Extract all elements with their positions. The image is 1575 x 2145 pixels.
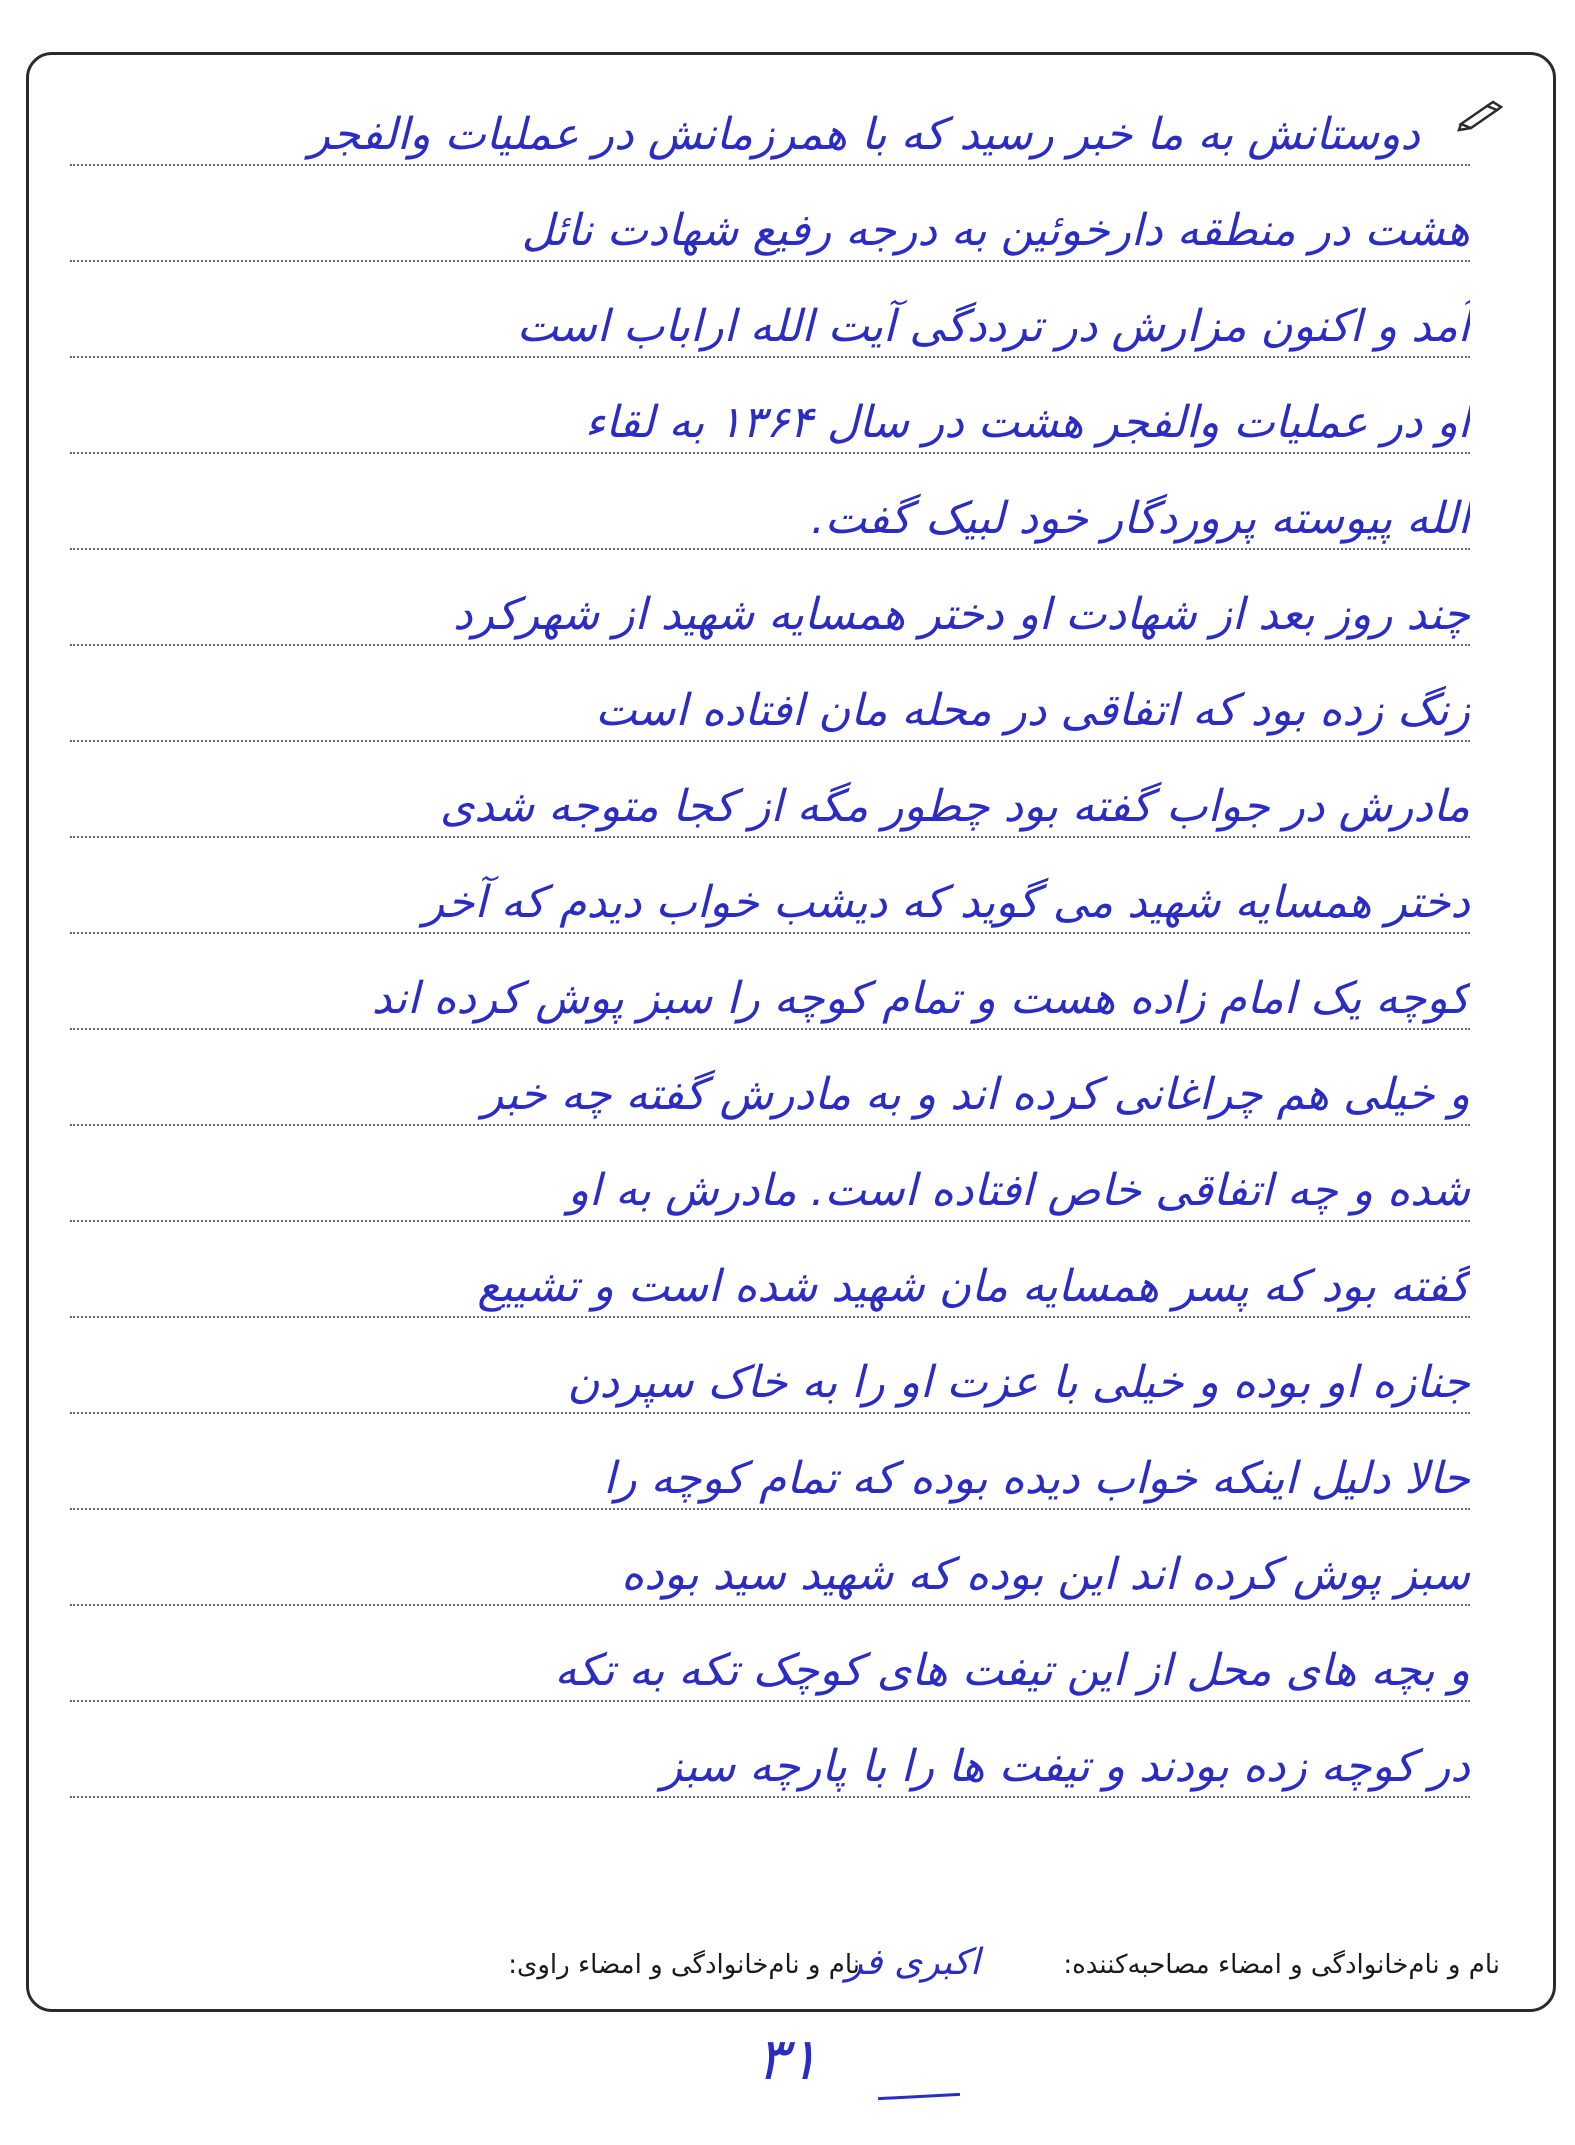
- text-line: [70, 70, 1470, 166]
- text-line: [70, 646, 1470, 742]
- text-line: [70, 742, 1470, 838]
- text-line: [70, 1318, 1470, 1414]
- line-text: و بچه های محل از این تیفت های کوچک تکه به تکه: [554, 1645, 1470, 1696]
- line-text: کوچه یک امام زاده هست و تمام کوچه را سبز پوش کرده اند: [371, 973, 1470, 1024]
- text-line: [70, 1414, 1470, 1510]
- narrator-label: نام و نام‌خانوادگی و امضاء راوی:: [508, 1950, 860, 1980]
- line-text: مادرش در جواب گفته بود چطور مگه از کجا متوجه شدی: [439, 781, 1470, 832]
- text-line: [70, 1702, 1470, 1798]
- line-text: هشت در منطقه دارخوئین به درجه رفیع شهادت نائل: [521, 205, 1470, 256]
- line-text: دختر همسایه شهید می گوید که دیشب خواب دیدم که آخر: [423, 877, 1470, 928]
- line-text: در کوچه زده بودند و تیفت ها را با پارچه سبز: [660, 1741, 1470, 1792]
- text-line: [70, 262, 1470, 358]
- text-line: [70, 1030, 1470, 1126]
- line-text: آمد و اکنون مزارش در ترددگی آیت الله اراباب است: [516, 301, 1470, 352]
- text-line: [70, 166, 1470, 262]
- text-line: [70, 1606, 1470, 1702]
- line-text: حالا دلیل اینکه خواب دیده بوده که تمام کوچه را: [603, 1453, 1470, 1504]
- text-line: [70, 550, 1470, 646]
- line-text: و خیلی هم چراغانی کرده اند و به مادرش گفته چه خبر: [481, 1069, 1470, 1120]
- line-text: او در عملیات والفجر هشت در سال ۱۳۶۴ به لقاء: [584, 397, 1470, 448]
- line-text: شده و چه اتفاقی خاص افتاده است. مادرش به او: [567, 1165, 1470, 1216]
- line-text: زنگ زده بود که اتفاقی در محله مان افتاده است: [595, 685, 1470, 736]
- line-text: چند روز بعد از شهادت او دختر همسایه شهید از شهرکرد: [453, 589, 1470, 640]
- text-line: [70, 934, 1470, 1030]
- interviewer-label: نام و نام‌خانوادگی و امضاء مصاحبه‌کننده:: [1063, 1950, 1500, 1980]
- line-text: الله پیوسته پروردگار خود لبیک گفت.: [810, 493, 1470, 544]
- handwritten-text-block: [70, 70, 1470, 1798]
- line-text: جنازه او بوده و خیلی با عزت او را به خاک سپردن: [567, 1357, 1470, 1408]
- text-line: [70, 454, 1470, 550]
- text-line: [70, 358, 1470, 454]
- line-text: دوستانش به ما خبر رسید که با همرزمانش در عملیات والفجر: [308, 109, 1420, 160]
- text-line: [70, 1510, 1470, 1606]
- interviewer-signature: اکبری فر: [845, 1942, 980, 1983]
- text-line: [70, 1126, 1470, 1222]
- line-text: سبز پوش کرده اند این بوده که شهید سید بوده: [621, 1549, 1470, 1600]
- page-number: ۳۱: [756, 2025, 819, 2093]
- line-text: گفته بود که پسر همسایه مان شهید شده است و تشییع: [477, 1261, 1470, 1312]
- text-line: [70, 838, 1470, 934]
- text-line: [70, 1222, 1470, 1318]
- page-number-underline: [878, 2093, 960, 2100]
- footer-signatures: [300, 1942, 1500, 1992]
